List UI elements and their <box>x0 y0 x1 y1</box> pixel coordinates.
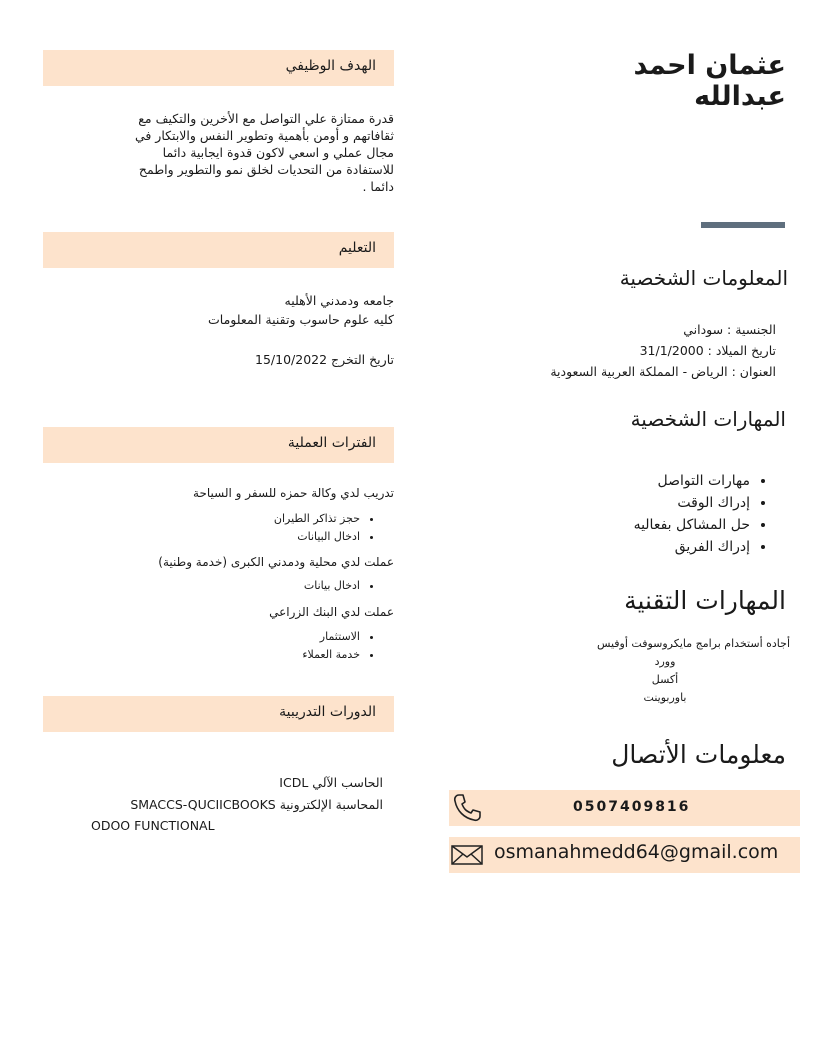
tech-skills-heading: المهارات التقنية <box>624 586 786 615</box>
word: وورد <box>654 655 676 668</box>
job-title: تدريب لدي وكالة حمزه للسفر و السياحة <box>193 486 394 500</box>
name-line1: عثمان احمد <box>633 50 786 81</box>
excel: أكسل <box>651 673 679 686</box>
job-tasks <box>160 577 374 595</box>
course-accounting: المحاسبة الإلكترونية SMACCS-QUCIICBOOKS <box>130 796 383 812</box>
office-suite: أجاده أستخدام برامج مايكروسوفت أوفيس <box>596 637 790 650</box>
phone-icon <box>451 792 483 828</box>
mail-icon <box>451 845 483 869</box>
list-item: • حل المشاكل بفعاليه <box>490 514 750 536</box>
list-item: • خدمة العملاء <box>160 646 360 664</box>
university: جامعه ودمدني الأهليه <box>284 293 394 308</box>
experience-bar <box>43 427 394 463</box>
education-bar <box>43 232 394 268</box>
name-line2: عبدالله <box>694 81 786 112</box>
experience-heading: الفترات العملية <box>287 435 376 451</box>
list-item: • ادخال البيانات <box>160 528 360 546</box>
education-heading: التعليم <box>338 240 376 256</box>
address: العنوان : الرياض - المملكة العربية السعودية <box>550 364 776 379</box>
full-name <box>486 50 786 112</box>
powerpoint: باوربوينت <box>643 691 687 704</box>
phone-row <box>449 790 800 826</box>
list-item: • ادخال بيانات <box>160 577 360 595</box>
graduation-date: تاريخ التخرج 15/10/2022 <box>255 352 394 367</box>
personal-info-list <box>436 319 776 382</box>
soft-skills-list <box>490 470 764 558</box>
name-divider <box>701 222 785 228</box>
list-item: • الاستثمار <box>160 628 360 646</box>
phone-number[interactable]: 0507409816 <box>573 799 691 815</box>
courses-bar <box>43 696 394 732</box>
list-item: • حجز تذاكر الطيران <box>160 510 360 528</box>
email-address[interactable]: osmanahmedd64@gmail.com <box>494 841 779 863</box>
objective-text: قدرة ممتازة علي التواصل مع الأخرين والتكيف مع ثقافاتهم و أومن بأهمية وتطوير النفس والابتكار في مجال عملي و اسعي لاكون قدوة ايجابية دائما للاستفادة من التحديات لخلق نمو والتطوير واطمح دائما . <box>134 111 394 194</box>
list-item: • إدراك الفريق <box>490 536 750 558</box>
courses-heading: الدورات التدريبية <box>279 704 376 720</box>
faculty: كليه علوم حاسوب وتقنية المعلومات <box>208 312 394 327</box>
education-text <box>43 291 394 329</box>
list-item: • مهارات التواصل <box>490 470 750 492</box>
courses-list <box>43 772 383 837</box>
job-tasks <box>160 628 374 664</box>
tech-skills-list <box>540 635 790 707</box>
job-tasks <box>160 510 374 546</box>
contact-heading: معلومات الأتصال <box>611 740 786 769</box>
birth-date: تاريخ الميلاد : 31/1/2000 <box>639 343 776 358</box>
job-title: عملت لدي محلية ودمدني الكبرى (خدمة وطنية) <box>158 555 394 569</box>
objective-heading: الهدف الوظيفي <box>285 58 376 74</box>
personal-info-heading: المعلومات الشخصية <box>619 266 788 290</box>
course-odoo: ODOO FUNCTIONAL <box>91 818 215 833</box>
nationality: الجنسية : سوداني <box>683 322 776 337</box>
course-icdl: الحاسب الآلي ICDL <box>279 775 383 790</box>
soft-skills-heading: المهارات الشخصية <box>630 407 786 431</box>
job-title: عملت لدي البنك الزراعي <box>269 605 394 619</box>
email-row <box>449 837 800 873</box>
objective-bar <box>43 50 394 86</box>
list-item: • إدراك الوقت <box>490 492 750 514</box>
